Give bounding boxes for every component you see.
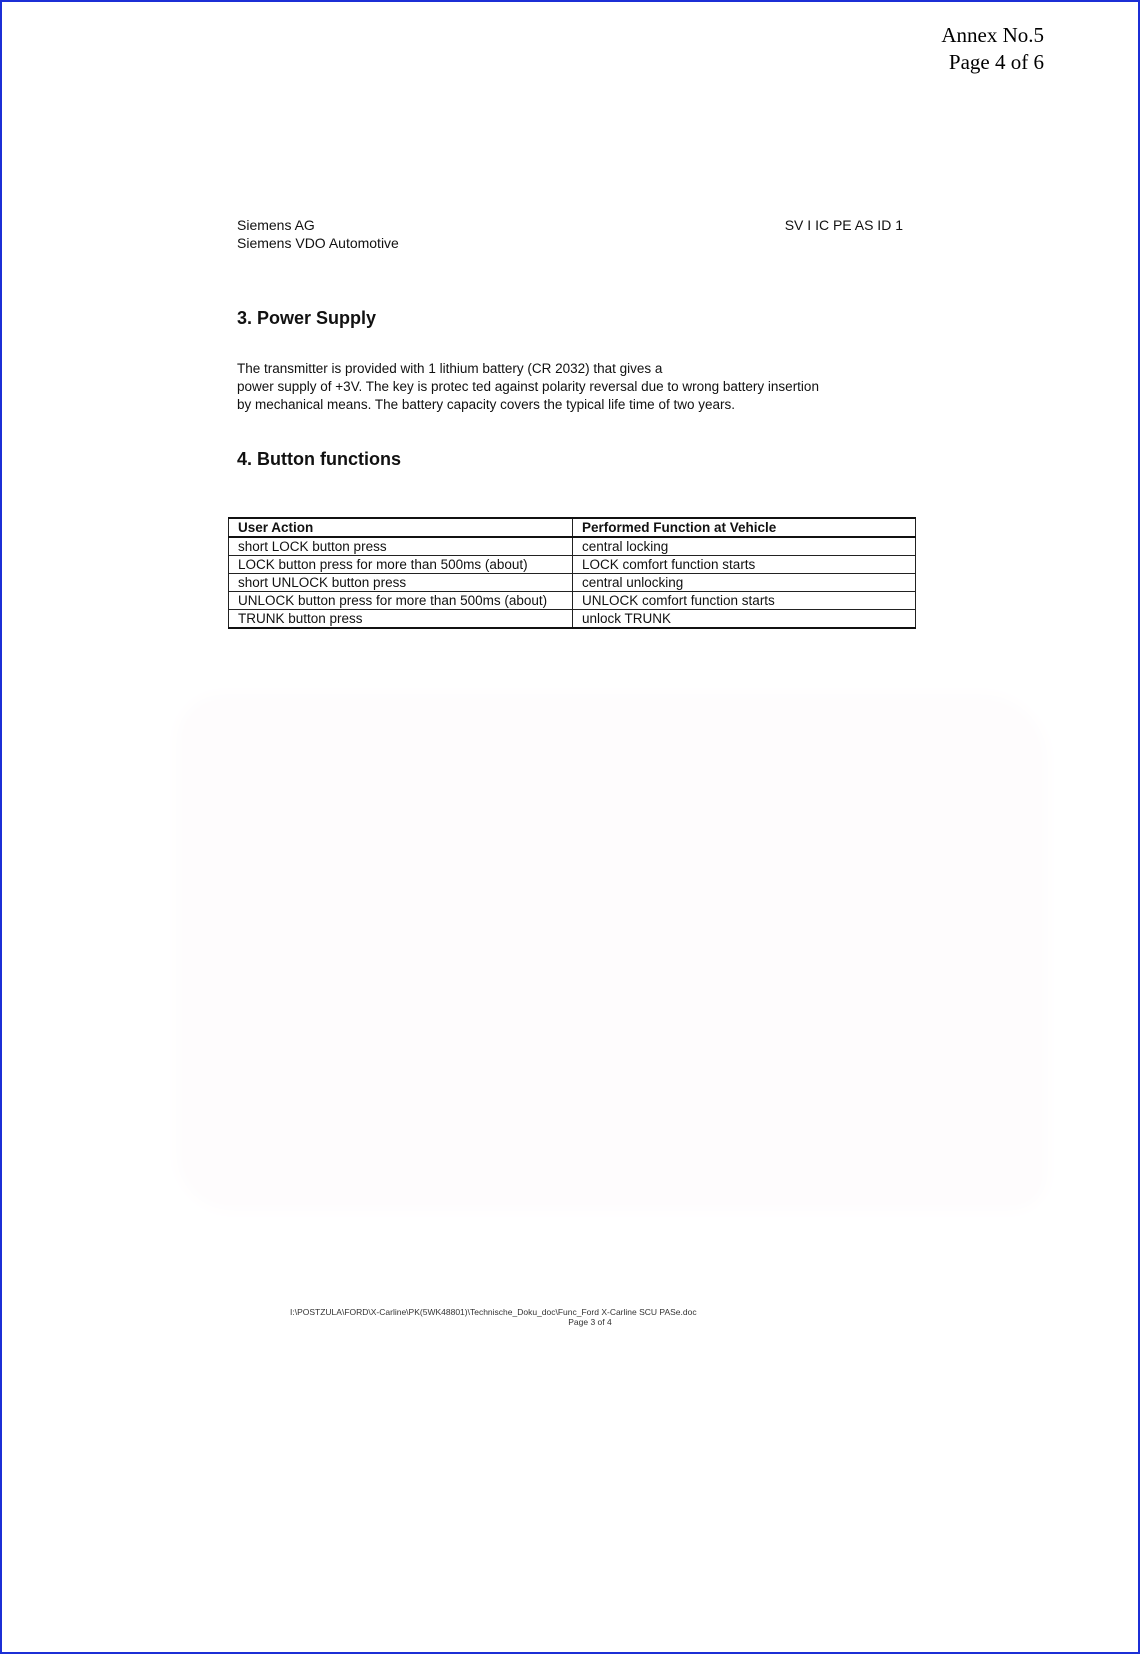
table-cell: central unlocking (573, 574, 916, 592)
footer-page-number: Page 3 of 4 (568, 1317, 612, 1327)
table-cell: short UNLOCK button press (229, 574, 573, 592)
footer-file-path: I:\POSTZULA\FORD\X-Carline\PK(5WK48801)\Technische_Doku_doc\Func_Ford X-Carline SCU PASe.doc (290, 1307, 697, 1317)
department-code: SV I IC PE AS ID 1 (784, 217, 903, 233)
button-functions-table (228, 517, 916, 629)
table-cell: TRUNK button press (229, 610, 573, 629)
table-cell: LOCK button press for more than 500ms (about) (229, 556, 573, 574)
annex-page-number: Page 4 of 6 (948, 50, 1044, 74)
power-supply-line: power supply of +3V. The key is protec ted against polarity reversal due to wrong battery insertion (237, 379, 819, 394)
table-row (229, 610, 916, 629)
table-cell: unlock TRUNK (573, 610, 916, 629)
redacted-area (182, 700, 1042, 1205)
table-cell: UNLOCK button press for more than 500ms (about) (229, 592, 573, 610)
company-name: Siemens AG (237, 217, 315, 233)
column-header-performed-function: Performed Function at Vehicle (573, 518, 916, 537)
section-heading-button-functions: 4. Button functions (237, 449, 401, 469)
power-supply-line: The transmitter is provided with 1 lithium battery (CR 2032) that gives a (237, 361, 663, 376)
table-row (229, 556, 916, 574)
table-cell: central locking (573, 537, 916, 556)
table-row (229, 592, 916, 610)
power-supply-paragraph (237, 360, 917, 414)
annex-label (941, 22, 1044, 76)
document-footer (290, 1307, 850, 1327)
table-cell: short LOCK button press (229, 537, 573, 556)
division-name: Siemens VDO Automotive (237, 235, 399, 251)
table-header-row (229, 518, 916, 537)
document-header-company (237, 216, 399, 252)
table-row (229, 574, 916, 592)
section-heading-power-supply: 3. Power Supply (237, 308, 377, 328)
table-row (229, 537, 916, 556)
column-header-user-action: User Action (229, 518, 573, 537)
power-supply-line: by mechanical means. The battery capacity covers the typical life time of two years. (237, 397, 735, 412)
table-cell: UNLOCK comfort function starts (573, 592, 916, 610)
table-cell: LOCK comfort function starts (573, 556, 916, 574)
annex-title: Annex No.5 (941, 23, 1044, 47)
